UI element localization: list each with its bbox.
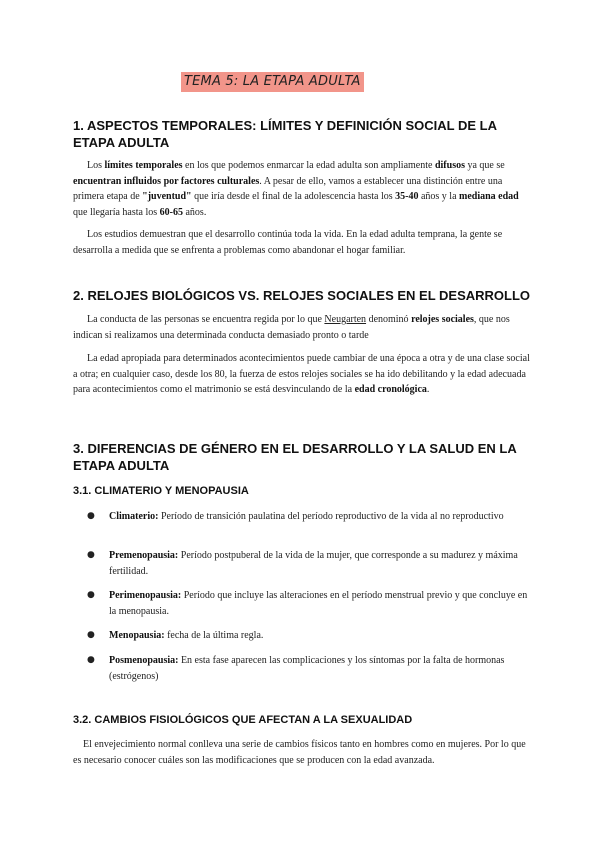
- section-3-2-paragraph-1: El envejecimiento normal conlleva una serie de cambios físicos tanto en hombres como en mujeres. Por lo que es necesario conocer cuáles son las modificaciones que se producen con la edad avanzada.: [73, 739, 526, 766]
- list-item: ● Posmenopausia: En esta fase aparecen las complicaciones y los síntomas por la falta de hormonas (estrógenos): [87, 655, 505, 682]
- bullet-icon: ●: [87, 655, 95, 665]
- list-item: ● Perimenopausia: Período que incluye las alteraciones en el período menstrual previo y que concluye en la menopausia.: [87, 590, 528, 617]
- section-2-heading: 2. RELOJES BIOLÓGICOS VS. RELOJES SOCIALES EN EL DESARROLLO: [73, 288, 531, 303]
- bullet-icon: ●: [87, 630, 95, 640]
- section-2-paragraph-2: La edad apropiada para determinados acontecimientos puede cambiar de una época a otra y de una clase social a otra; en cualquier caso, desde los 80, la fuerza de estos relojes sociales se ha ido debilitando y la edad adecuada para acontecimientos como el matrimonio se está desvinculando de la edad cronológica.: [73, 353, 530, 395]
- bullet-icon: ●: [87, 590, 95, 600]
- section-2-paragraph-1: La conducta de las personas se encuentra regida por lo que Neugarten denominó relojes sociales, que nos indican si realizamos una determinada conducta demasiado pronto o tarde: [73, 314, 510, 341]
- neugarten-link: Neugarten: [324, 314, 367, 325]
- list-item: ● Premenopausia: Período postpuberal de la vida de la mujer, que corresponde a su madurez y máxima fertilidad.: [87, 550, 518, 577]
- section-1-paragraph-2: Los estudios demuestran que el desarrollo continúa toda la vida. En la edad adulta temprana, la gente se desarrolla a medida que se enfrenta a problemas como abandonar el hogar familiar.: [73, 229, 503, 256]
- list-item: ● Menopausia: fecha de la última regla.: [87, 628, 531, 644]
- document-title: TEMA 5: LA ETAPA ADULTA: [184, 74, 361, 89]
- section-1-heading: 1. ASPECTOS TEMPORALES: LÍMITES Y DEFINICIÓN SOCIAL DE LA ETAPA ADULTA: [73, 118, 497, 150]
- section-3-2-heading: 3.2. CAMBIOS FISIOLÓGICOS QUE AFECTAN A LA SEXUALIDAD: [73, 714, 413, 726]
- title-highlight: [181, 72, 364, 92]
- section-3-heading: 3. DIFERENCIAS DE GÉNERO EN EL DESARROLLO Y LA SALUD EN LA ETAPA ADULTA: [73, 441, 517, 473]
- bullet-icon: ●: [87, 511, 95, 521]
- section-3-1-heading: 3.1. CLIMATERIO Y MENOPAUSIA: [73, 485, 249, 497]
- section-1-paragraph-1: Los límites temporales en los que podemos enmarcar la edad adulta son ampliamente difusos ya que se encuentran influidos por factores culturales. A pesar de ello, vamos a establecer una distinción entre una primera etapa de "juventud" que iría desde el final de la adolescencia hasta los 35-40 años y la mediana edad que llegaría hasta los 60-65 años.: [73, 160, 519, 218]
- list-item: ● Climaterio: Período de transición paulatina del período reproductivo de la vida al no reproductivo: [87, 509, 531, 525]
- bullet-icon: ●: [87, 550, 95, 560]
